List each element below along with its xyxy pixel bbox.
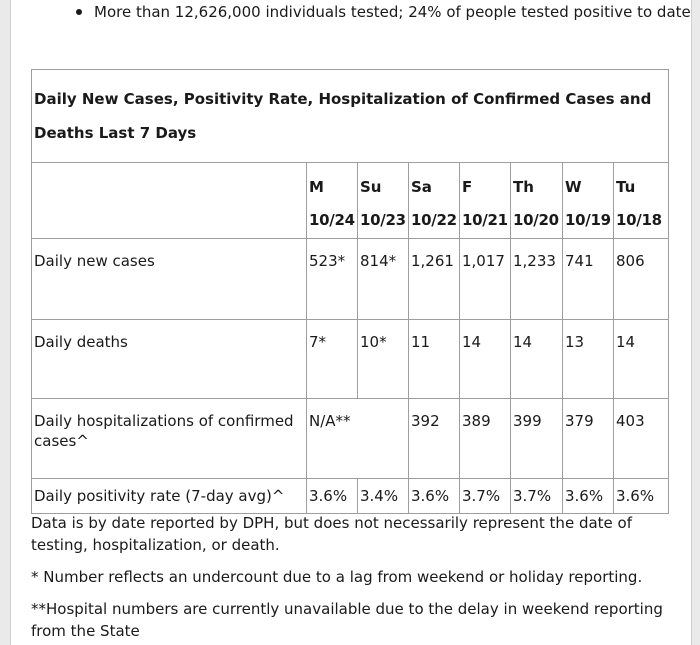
cell-value: 814* xyxy=(360,252,397,270)
page xyxy=(10,0,692,645)
day-label: F xyxy=(462,178,473,196)
day-label: Sa xyxy=(411,178,432,196)
table-cell xyxy=(614,239,669,320)
date-label: 10/20 xyxy=(513,211,559,229)
table-cell xyxy=(358,239,409,320)
cell-value: 3.6% xyxy=(411,487,450,505)
header-day-cell xyxy=(614,163,669,239)
cell-value: 523* xyxy=(309,252,346,270)
cell-value: 379 xyxy=(565,412,594,430)
cell-value: 741 xyxy=(565,252,594,270)
header-day-cell xyxy=(409,163,460,239)
table-cell xyxy=(307,479,358,514)
cell-value: 1,233 xyxy=(513,252,556,270)
cell-value: N/A** xyxy=(309,412,351,430)
row-label: Daily new cases xyxy=(34,252,155,270)
row-label-cell xyxy=(32,239,307,320)
table-cell xyxy=(409,399,460,479)
date-label: 10/18 xyxy=(616,211,662,229)
table-title-cell xyxy=(32,70,669,163)
bullet-list xyxy=(66,2,691,22)
table-cell-merged xyxy=(307,399,409,479)
footnote-hospital: **Hospital numbers are currently unavailable due to the delay in weekend reporting from the State xyxy=(31,600,663,640)
table-cell xyxy=(511,239,563,320)
cell-value: 14 xyxy=(462,333,482,351)
day-label: Th xyxy=(513,178,534,196)
date-label: 10/21 xyxy=(462,211,508,229)
row-label: Daily positivity rate (7-day avg)^ xyxy=(34,487,285,505)
table-cell xyxy=(307,320,358,399)
cell-value: 14 xyxy=(616,333,636,351)
cell-value: 7* xyxy=(309,333,327,351)
cell-value: 399 xyxy=(513,412,542,430)
cell-value: 403 xyxy=(616,412,645,430)
table-cell xyxy=(409,320,460,399)
row-label-cell xyxy=(32,399,307,479)
table-cell xyxy=(563,479,614,514)
table-cell xyxy=(614,479,669,514)
cell-value: 3.7% xyxy=(462,487,501,505)
table-title: Daily New Cases, Positivity Rate, Hospitalization of Confirmed Cases and Deaths Last 7 Days xyxy=(34,90,652,142)
day-label: M xyxy=(309,178,324,196)
table-cell xyxy=(460,479,511,514)
table-cell xyxy=(358,320,409,399)
table-cell xyxy=(460,399,511,479)
header-day-cell xyxy=(563,163,614,239)
table-header-row xyxy=(32,163,669,239)
table-cell xyxy=(563,320,614,399)
day-label: W xyxy=(565,178,582,196)
table-cell xyxy=(409,239,460,320)
header-day-cell xyxy=(358,163,409,239)
row-label-cell xyxy=(32,320,307,399)
covid-stats-table xyxy=(31,69,669,514)
footnote-data-source: Data is by date reported by DPH, but does not necessarily represent the date of testing, hospitalization, or death. xyxy=(31,514,632,554)
cell-value: 3.6% xyxy=(565,487,604,505)
table-cell xyxy=(409,479,460,514)
footnote-undercount: * Number reflects an undercount due to a lag from weekend or holiday reporting. xyxy=(31,568,643,586)
date-label: 10/23 xyxy=(360,211,406,229)
table-cell xyxy=(307,239,358,320)
cell-value: 3.6% xyxy=(616,487,655,505)
table-cell xyxy=(614,399,669,479)
cell-value: 806 xyxy=(616,252,645,270)
table-cell xyxy=(511,320,563,399)
table-row-new-cases xyxy=(32,239,669,320)
header-day-cell xyxy=(460,163,511,239)
table-cell xyxy=(511,479,563,514)
table-cell xyxy=(563,239,614,320)
day-label: Su xyxy=(360,178,382,196)
date-label: 10/24 xyxy=(309,211,355,229)
cell-value: 389 xyxy=(462,412,491,430)
table-cell xyxy=(460,320,511,399)
cell-value: 3.4% xyxy=(360,487,399,505)
table-row-hospitalizations xyxy=(32,399,669,479)
table-cell xyxy=(563,399,614,479)
cell-value: 10* xyxy=(360,333,387,351)
cell-value: 11 xyxy=(411,333,431,351)
header-day-cell xyxy=(511,163,563,239)
table-row-positivity xyxy=(32,479,669,514)
date-label: 10/19 xyxy=(565,211,611,229)
cell-value: 3.6% xyxy=(309,487,348,505)
table-cell xyxy=(511,399,563,479)
bullet-item: More than 12,626,000 individuals tested; 24% of people tested positive to date xyxy=(66,2,691,22)
footnotes xyxy=(31,512,671,645)
cell-value: 13 xyxy=(565,333,585,351)
cell-value: 1,017 xyxy=(462,252,505,270)
cell-value: 14 xyxy=(513,333,533,351)
row-label-cell xyxy=(32,479,307,514)
cell-value: 1,261 xyxy=(411,252,454,270)
table-cell xyxy=(358,479,409,514)
cell-value: 3.7% xyxy=(513,487,552,505)
header-day-cell xyxy=(307,163,358,239)
row-label: Daily deaths xyxy=(34,333,128,351)
table-row-deaths xyxy=(32,320,669,399)
cell-value: 392 xyxy=(411,412,440,430)
day-label: Tu xyxy=(616,178,636,196)
table-cell xyxy=(614,320,669,399)
header-empty-cell xyxy=(32,163,307,239)
row-label: Daily hospitalizations of confirmed cases^ xyxy=(34,412,294,450)
date-label: 10/22 xyxy=(411,211,457,229)
table-cell xyxy=(460,239,511,320)
